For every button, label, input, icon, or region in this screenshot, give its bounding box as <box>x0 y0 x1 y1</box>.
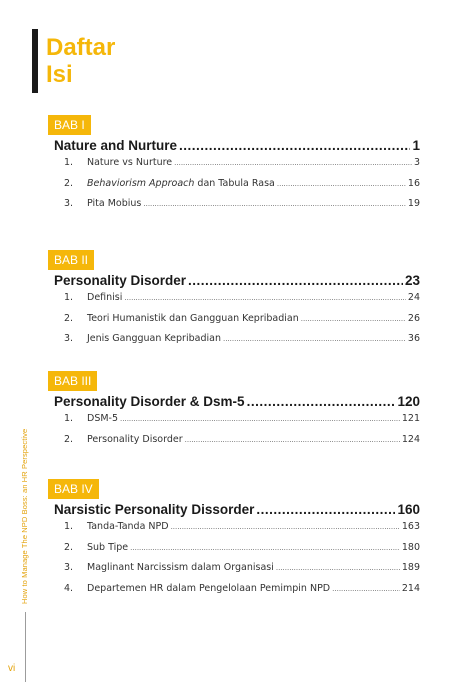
toc-item-page: 180 <box>401 541 420 553</box>
chapter-2 <box>48 249 420 354</box>
chapter-item-list <box>64 157 420 219</box>
toc-item[interactable] <box>64 198 420 219</box>
chapter-item-list <box>64 292 420 354</box>
toc-item-title: Departemen HR dalam Pengelolaan Pemimpin NPD <box>87 582 331 594</box>
leader-dots <box>120 413 400 424</box>
toc-item-page: 163 <box>401 521 420 532</box>
toc-item-title: Personality Disorder <box>87 433 183 445</box>
leader-dots <box>130 542 400 553</box>
leader-dots <box>276 562 400 573</box>
heading-accent-bar <box>32 29 38 93</box>
chapter-heading-link[interactable] <box>54 272 420 290</box>
toc-item-number: 3. <box>64 562 74 573</box>
leader-dots <box>301 313 406 324</box>
page-number: vi <box>8 663 16 674</box>
leader-dots <box>174 157 412 168</box>
toc-item[interactable] <box>64 333 420 354</box>
toc-item-title: Maglinant Narcissism dalam Organisasi <box>87 562 274 573</box>
chapter-heading-link[interactable] <box>54 137 420 155</box>
leader-dots <box>171 521 400 532</box>
toc-item-number: 1. <box>64 157 74 168</box>
toc-item-page: 3 <box>413 157 420 168</box>
chapter-item-list <box>64 413 420 454</box>
toc-item-title: Jenis Gangguan Kepribadian <box>87 333 221 344</box>
toc-item-number: 3. <box>64 333 74 344</box>
toc-item-number: 2. <box>64 177 74 189</box>
toc-item-page: 124 <box>401 433 420 445</box>
leader-dots <box>143 198 406 209</box>
toc-item-number: 4. <box>64 582 74 594</box>
toc-item[interactable] <box>64 542 420 563</box>
toc-item-title: Nature vs Nurture <box>87 157 173 168</box>
toc-item-page: 214 <box>401 582 420 594</box>
page-title-line2: Isi <box>46 61 73 88</box>
toc-item[interactable] <box>64 292 420 313</box>
toc-item-number: 1. <box>64 521 74 532</box>
toc-item[interactable] <box>64 562 420 583</box>
leader-dots <box>256 501 395 519</box>
side-divider <box>25 612 26 682</box>
toc-item-number: 1. <box>64 292 74 303</box>
toc-item-number: 3. <box>64 198 74 209</box>
toc-item-title: Sub Tipe <box>87 541 129 553</box>
toc-item-page: 24 <box>407 292 420 303</box>
chapter-badge: BAB III <box>48 371 97 391</box>
toc-item[interactable] <box>64 521 420 542</box>
chapter-badge: BAB II <box>48 250 94 270</box>
chapter-page: 23 <box>404 273 420 288</box>
chapter-1 <box>48 114 420 219</box>
toc-item-page: 19 <box>407 198 420 209</box>
toc-item-title: DSM-5 <box>87 413 119 424</box>
leader-dots <box>188 272 403 290</box>
leader-dots <box>332 583 400 594</box>
toc-item-title <box>87 178 275 189</box>
toc-item[interactable] <box>64 583 420 604</box>
page-title-line1: Daftar <box>46 34 116 61</box>
toc-item-title: Pita Mobius <box>87 198 142 209</box>
toc-item-title-rest: dan Tabula Rasa <box>194 177 275 189</box>
page-title <box>46 34 115 88</box>
chapter-3 <box>48 370 420 454</box>
leader-dots <box>247 393 396 411</box>
toc-item-number: 2. <box>64 433 74 445</box>
toc-item[interactable] <box>64 178 420 199</box>
chapter-title: Nature and Nurture <box>54 138 178 153</box>
toc-item[interactable] <box>64 413 420 434</box>
chapter-title: Personality Disorder <box>54 273 187 288</box>
toc-item-number: 2. <box>64 312 74 324</box>
toc-item-page: 36 <box>407 333 420 344</box>
chapter-page: 160 <box>397 502 420 517</box>
leader-dots <box>124 292 406 303</box>
toc-item[interactable] <box>64 157 420 178</box>
leader-dots <box>179 137 410 155</box>
toc-item-number: 2. <box>64 541 74 553</box>
leader-dots <box>277 178 406 189</box>
chapter-badge: BAB IV <box>48 479 99 499</box>
chapter-title: Personality Disorder & Dsm-5 <box>54 394 245 409</box>
chapter-page: 1 <box>412 138 420 153</box>
toc-item-page: 26 <box>407 312 420 324</box>
leader-dots <box>223 333 406 344</box>
toc-item[interactable] <box>64 434 420 455</box>
toc-item-page: 189 <box>401 562 420 573</box>
toc-item-page: 121 <box>401 413 420 424</box>
chapter-page: 120 <box>397 394 420 409</box>
toc-item-title: Definisi <box>87 292 123 303</box>
toc-item-number: 1. <box>64 413 74 424</box>
chapter-heading-link[interactable] <box>54 501 420 519</box>
toc-item-page: 16 <box>407 177 420 189</box>
toc-item-title: Teori Humanistik dan Gangguan Kepribadian <box>87 312 299 324</box>
running-book-title: How to Manage The NPD Boss: an HR Perspective <box>20 428 29 604</box>
chapter-title: Narsistic Personality Dissorder <box>54 502 255 517</box>
chapter-item-list <box>64 521 420 603</box>
chapter-4 <box>48 478 420 603</box>
chapter-badge: BAB I <box>48 115 91 135</box>
toc-item-title: Tanda-Tanda NPD <box>87 521 169 532</box>
chapter-heading-link[interactable] <box>54 393 420 411</box>
toc-item-title-italic: Behaviorism Approach <box>87 177 195 189</box>
toc-item[interactable] <box>64 313 420 334</box>
leader-dots <box>185 434 400 445</box>
